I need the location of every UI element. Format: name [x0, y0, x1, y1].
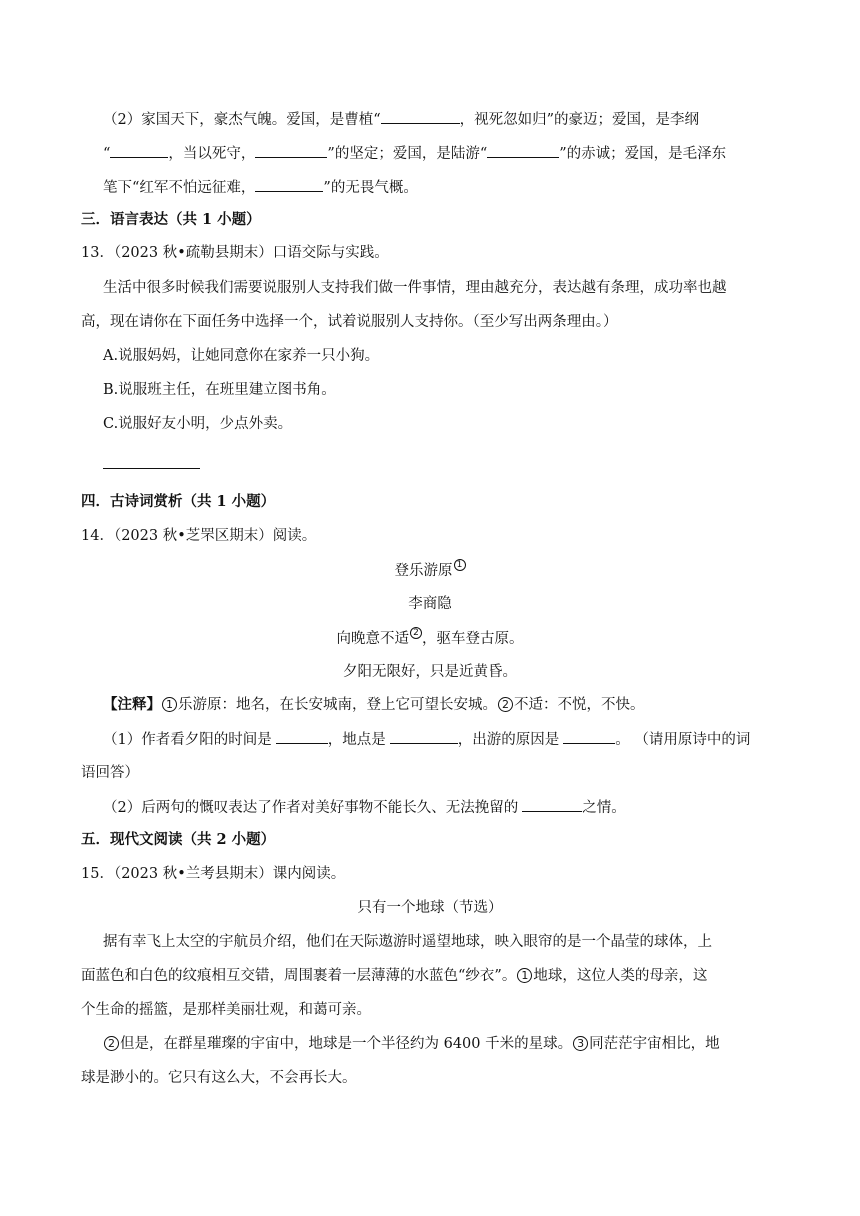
question-15-stem: 15．（2023 秋•兰考县期末）课内阅读。	[81, 866, 346, 882]
footnote-marker: 1	[454, 559, 466, 571]
answer-blank[interactable]	[522, 796, 582, 812]
text: 同茫茫宇宙相比，地	[589, 1036, 720, 1052]
poem-author: 李商隐	[408, 596, 452, 612]
answer-blank[interactable]	[255, 176, 323, 192]
note-number: 2	[498, 697, 513, 712]
text: 之情。	[582, 800, 626, 816]
passage-p2-line1	[103, 1033, 720, 1055]
passage-p1-line1: 据有幸飞上太空的宇航员介绍，他们在天际遨游时遥望地球，映入眼帘的是一个晶莹的球体，上	[103, 934, 712, 950]
poem-title	[0, 559, 860, 582]
text: （2）后两句的慨叹表达了作者对美好事物不能长久、无法挽留的	[103, 800, 519, 816]
text: （2）家国天下，豪杰气魄。爱国，是曹植“	[103, 112, 381, 128]
question-14-stem: 14．（2023 秋•芝罘区期末）阅读。	[81, 528, 317, 544]
passage-title: 只有一个地球（节选）	[357, 900, 503, 916]
text: 地球，这位人类的母亲，这	[533, 968, 708, 984]
q14-2	[103, 796, 626, 819]
poem-notes	[103, 694, 645, 716]
answer-blank[interactable]	[563, 728, 615, 744]
section-heading-5: 五．现代文阅读（共 2 小题）	[81, 831, 276, 848]
q14-1-line2: 语回答）	[81, 765, 139, 781]
text: 登乐游原	[394, 563, 453, 579]
passage-p2-line2: 球是渺小的。它只有这么大，不会再长大。	[81, 1070, 357, 1086]
text: ，当以死守，	[168, 146, 256, 162]
text: 但是，在群星璀璨的宇宙中，地球是一个半径约为 6400 千米的星球。	[120, 1036, 573, 1052]
text: ”的赤诚；爱国，是毛泽东	[559, 146, 727, 162]
text: 乐游原：地名，在长安城南，登上它可望长安城。	[178, 697, 497, 713]
text: ”的坚定；爱国，是陆游“	[327, 146, 488, 162]
q12-2-line3	[103, 176, 418, 199]
option-a: A.说服妈妈，让她同意你在家养一只小狗。	[103, 348, 380, 364]
text: ，驱车登古原。	[422, 631, 524, 647]
text: 向晚意不适	[336, 631, 409, 647]
section-heading-3: 三．语言表达（共 1 小题）	[81, 211, 261, 228]
section-heading-4: 四．古诗词赏析（共 1 小题）	[81, 493, 276, 510]
text: 面蓝色和白色的纹痕相互交错，周围裹着一层薄薄的水蓝色“纱衣”。	[81, 968, 517, 984]
option-c: C.说服好友小明，少点外卖。	[103, 416, 293, 432]
note-number: 1	[162, 697, 177, 712]
sentence-number: 2	[104, 1036, 119, 1051]
note-label: 【注释】	[103, 696, 161, 713]
answer-blank[interactable]	[390, 728, 458, 744]
option-b: B.说服班主任，在班里建立图书角。	[103, 382, 336, 398]
poem-line-1	[0, 627, 860, 650]
answer-blank[interactable]	[276, 728, 328, 744]
text: ，地点是	[327, 732, 386, 748]
footnote-marker: 2	[410, 627, 422, 639]
poem-line-2: 夕阳无限好，只是近黄昏。	[343, 664, 517, 680]
q13-para-line2: 高，现在请你在下面任务中选择一个，试着说服别人支持你。（至少写出两条理由。）	[81, 314, 618, 330]
passage-p1-line3: 个生命的摇篮，是那样美丽壮观，和蔼可亲。	[81, 1002, 371, 1018]
text: （1）作者看夕阳的时间是	[103, 732, 272, 748]
passage-p1-line2	[81, 965, 707, 987]
q14-1-line1	[103, 728, 750, 751]
q13-para-line1: 生活中很多时候我们需要说服别人支持我们做一件事情，理由越充分，表达越有条理，成功率也越	[103, 280, 727, 296]
text: 笔下“红军不怕远征难，	[103, 180, 256, 196]
text: ”的无畏气概。	[323, 180, 418, 196]
q12-2-line1	[103, 108, 699, 131]
text: 不适：不悦，不快。	[514, 697, 645, 713]
answer-blank[interactable]	[487, 142, 559, 158]
answer-line[interactable]	[103, 468, 200, 469]
text: ，出游的原因是	[457, 732, 560, 748]
question-13-stem: 13．（2023 秋•疏勒县期末）口语交际与实践。	[81, 245, 389, 261]
q12-2-line2	[103, 142, 726, 165]
answer-blank[interactable]	[110, 142, 168, 158]
text: 。 （请用原诗中的词	[615, 732, 751, 748]
sentence-number: 1	[517, 968, 532, 983]
text: “	[103, 146, 111, 162]
text: ，视死忽如归”的豪迈；爱国，是李纲	[459, 112, 700, 128]
answer-blank[interactable]	[255, 142, 327, 158]
sentence-number: 3	[573, 1036, 588, 1051]
answer-blank[interactable]	[381, 108, 460, 124]
